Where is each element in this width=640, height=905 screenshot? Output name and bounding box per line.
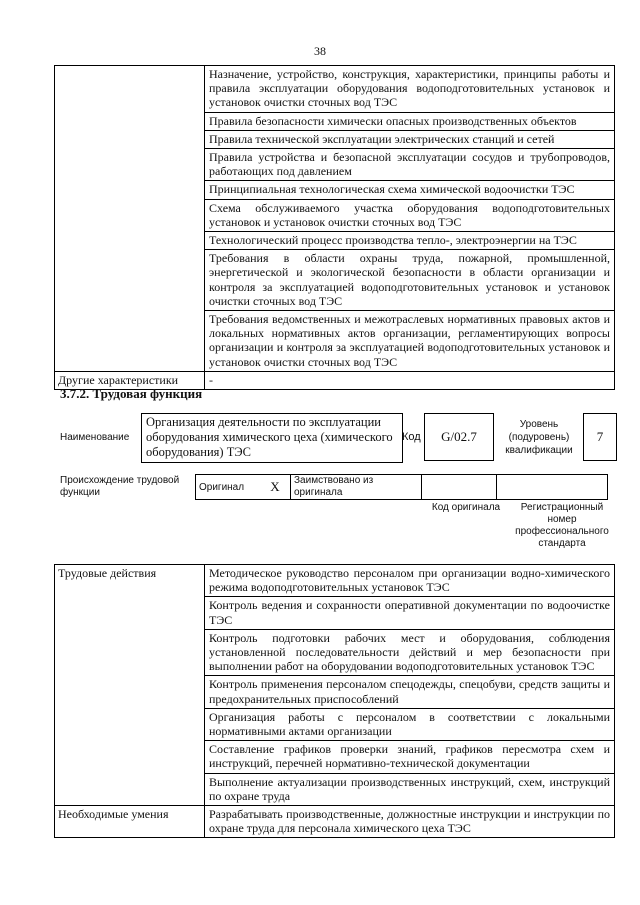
- action-item: Методическое руководство персоналом при организации водно-химического режима водоподготовительных установок ТЭС: [205, 565, 615, 597]
- code-original-cell: [422, 475, 497, 500]
- original-label: Оригинал: [196, 475, 261, 500]
- action-item: Выполнение актуализации производственных инструкций, схем, инструкций по охране труда: [205, 773, 615, 805]
- knowledge-item: Правила безопасности химически опасных производственных объектов: [205, 112, 615, 130]
- knowledge-item: Требования ведомственных и межотраслевых нормативных правовых актов и локальных нормативных актов организации, регламентирующих вопросы организации и контроля за эксплуатацией водоподготовительных установок и установок очистки сточных вод ТЭС: [205, 311, 615, 372]
- action-item: Контроль подготовки рабочих мест и оборудования, соблюдения установленной последовательности действий и мер безопасности при выполнении работ на оборудовании водоподготовительных установок ТЭС: [205, 629, 615, 676]
- knowledge-item: Назначение, устройство, конструкция, характеристики, принципы работы и правила эксплуатации оборудования водоподготовительных установок и установок очистки сточных вод ТЭС: [205, 66, 615, 113]
- skills-label: Необходимые умения: [55, 806, 205, 838]
- action-item: Контроль применения персоналом спецодежды, спецобуви, средств защиты и предохранительных приспособлений: [205, 676, 615, 708]
- knowledge-label-cell: [55, 66, 205, 372]
- actions-label: Трудовые действия: [55, 565, 205, 806]
- code-original-caption: Код оригинала: [431, 502, 501, 513]
- action-item: Организация работы с персоналом в соответствии с локальными нормативными актами организации: [205, 708, 615, 740]
- knowledge-item: Схема обслуживаемого участка оборудования водоподготовительных установок и установок очистки сточных вод ТЭС: [205, 199, 615, 231]
- function-name-box: Организация деятельности по эксплуатации оборудования химического цеха (химического оборудования) ТЭС: [141, 413, 403, 463]
- knowledge-item: Правила технической эксплуатации электрических станций и сетей: [205, 130, 615, 148]
- origin-label: Происхождение трудовой функции: [60, 475, 180, 498]
- level-label: Уровень (подуровень) квалификации: [505, 419, 573, 456]
- actions-table: [54, 564, 615, 838]
- original-mark: X: [260, 475, 291, 500]
- knowledge-item: Требования в области охраны труда, пожарной, промышленной, энергетической и экологической безопасности в области организации и контроля за эксплуатацией водоподготовительных установок и установок очистки сточных вод ТЭС: [205, 250, 615, 311]
- page-number: 38: [314, 44, 326, 58]
- knowledge-table: [54, 65, 615, 390]
- level-box: 7: [583, 413, 617, 461]
- function-code-box: G/02.7: [424, 413, 494, 461]
- knowledge-item: Правила устройства и безопасной эксплуатации сосудов и трубопроводов, работающих под давлением: [205, 149, 615, 181]
- origin-table: [195, 474, 608, 500]
- action-item: Контроль ведения и сохранности оперативной документации по водоочистке ТЭС: [205, 597, 615, 629]
- section-heading: 3.7.2. Трудовая функция: [60, 386, 203, 401]
- other-characteristics-value: -: [205, 371, 615, 389]
- name-label: Наименование: [60, 432, 130, 443]
- action-item: Составление графиков проверки знаний, графиков пересмотра схем и инструкций, перечней нормативно-технической документации: [205, 741, 615, 773]
- code-label: Код: [402, 431, 421, 443]
- reg-number-caption: Регистрационный номер профессионального стандарта: [515, 502, 609, 549]
- skill-item: Разрабатывать производственные, должностные инструкции и инструкции по охране труда для персонала химического цеха ТЭС: [205, 806, 615, 838]
- reg-number-cell: [497, 475, 608, 500]
- borrowed-label: Заимствовано из оригинала: [291, 475, 422, 500]
- other-characteristics-label: Другие характеристики: [55, 371, 205, 389]
- knowledge-item: Технологический процесс производства тепло-, электроэнергии на ТЭС: [205, 232, 615, 250]
- knowledge-item: Принципиальная технологическая схема химической водоочистки ТЭС: [205, 181, 615, 199]
